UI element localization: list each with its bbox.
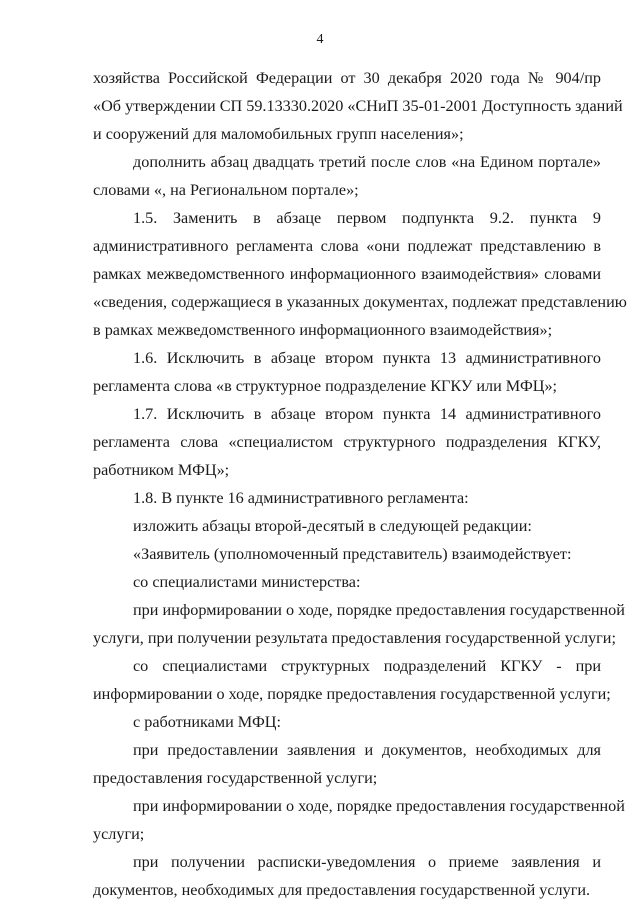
text-line: «Заявитель (уполномоченный представитель) взаимодействует: [133,545,572,563]
page-number: 4 [316,32,324,47]
text-line: информировании о ходе, порядке предоставления государственной услуги; [93,685,611,703]
text-line: дополнить абзац двадцать третий после слов «на Едином портале» [133,153,601,171]
text-line: рамках межведомственного информационного взаимодействия» словами [93,265,601,283]
text-line: 1.7. Исключить в абзаце втором пункта 14 административного [133,405,601,423]
document-body [93,64,627,904]
text-line: «сведения, содержащиеся в указанных документах, подлежат представлению [93,293,627,311]
text-line: предоставления государственной услуги; [93,769,378,787]
text-line: услуги, при получении результата предоставления государственной услуги; [93,629,616,647]
text-line: 1.5. Заменить в абзаце первом подпункта 9.2. пункта 9 [133,209,601,227]
text-line: регламента слова «специалистом структурного подразделения КГКУ, [93,433,601,451]
text-line: и сооружений для маломобильных групп населения»; [93,125,464,143]
text-line: в рамках межведомственного информационного взаимодействия»; [93,321,553,339]
text-line: 1.8. В пункте 16 административного регламента: [133,489,469,507]
text-line: при получении расписки-уведомления о приеме заявления и [133,853,601,871]
text-line: административного регламента слова «они подлежат представлению в [93,237,601,255]
text-line: изложить абзацы второй-десятый в следующей редакции: [133,517,532,535]
text-line: при информировании о ходе, порядке предоставления государственной [133,601,625,619]
text-line: словами «, на Региональном портале»; [93,181,359,199]
text-line: услуги; [93,825,145,843]
text-line: «Об утверждении СП 59.13330.2020 «СНиП 35-01-2001 Доступность зданий [93,97,623,115]
text-line: 1.6. Исключить в абзаце втором пункта 13 административного [133,349,601,367]
text-line: документов, необходимых для предоставления государственной услуги. [93,881,591,899]
text-line: при предоставлении заявления и документов, необходимых для [133,741,601,759]
text-line: со специалистами структурных подразделений КГКУ - при [133,657,601,675]
text-line: с работниками МФЦ: [133,713,281,731]
text-line: регламента слова «в структурное подразделение КГКУ или МФЦ»; [93,377,558,395]
text-line: при информировании о ходе, порядке предоставления государственной [133,797,625,815]
text-line: хозяйства Российской Федерации от 30 декабря 2020 года № 904/пр [93,69,601,87]
text-line: работником МФЦ»; [93,461,230,479]
text-line: со специалистами министерства: [133,573,361,591]
